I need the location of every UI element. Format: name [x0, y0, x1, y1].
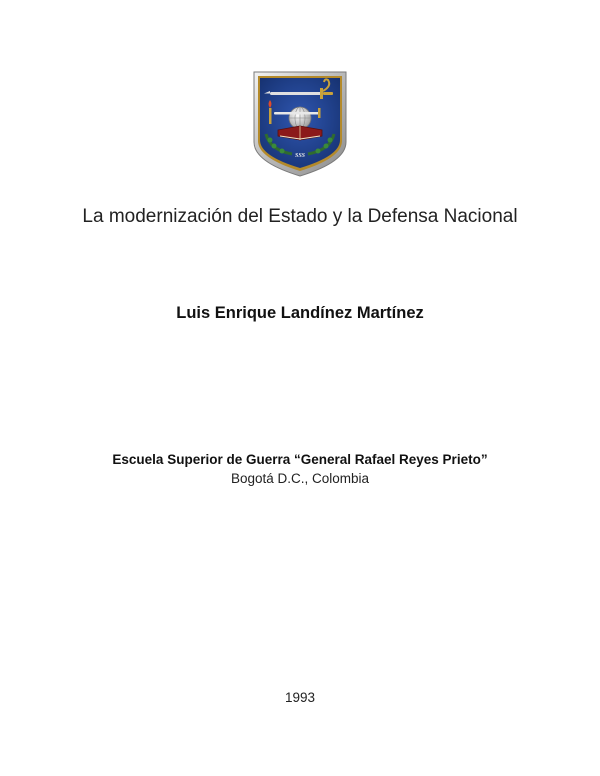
location-text: Bogotá D.C., Colombia [230, 471, 370, 486]
institution-name: Escuela Superior de Guerra “General Rafael Reyes Prieto” [112, 452, 488, 467]
crest-icon [252, 70, 348, 178]
publication-year: 1993 [284, 690, 316, 705]
author-name: Luis Enrique Landínez Martínez [176, 304, 424, 322]
crest-motto: SSS [294, 153, 306, 159]
document-title: La modernización del Estado y la Defensa Nacional [82, 206, 518, 227]
crest-emblem [252, 70, 348, 178]
